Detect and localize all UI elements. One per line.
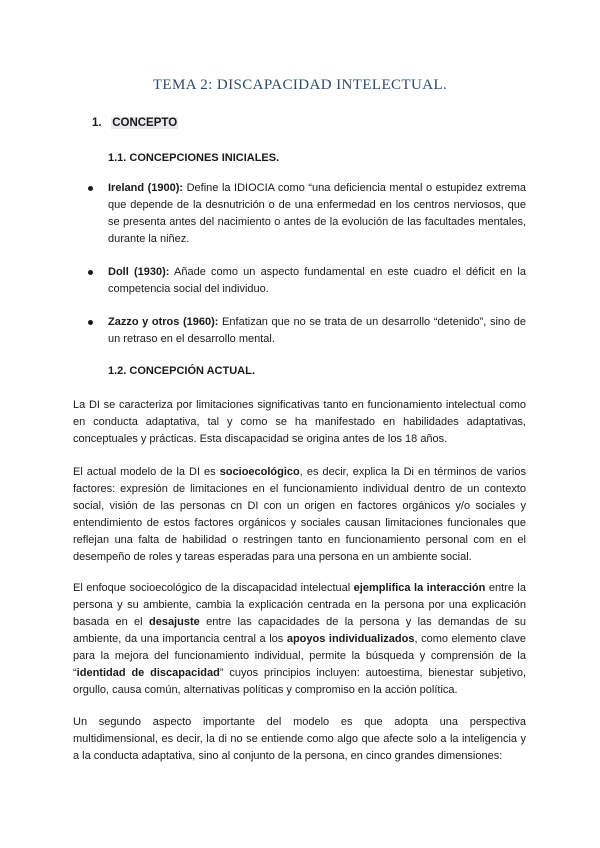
bullet-text: Añade como un aspecto fundamental en este cuadro el déficit en la competencia social del individuo.	[108, 266, 526, 295]
bullet-dot-icon	[88, 320, 93, 325]
text-run: entre las capacidades de la persona y las demandas de su ambiente, da una importancia central a los	[73, 616, 526, 645]
bold-term: desajuste	[148, 616, 200, 628]
subsection-heading-concepcion-actual: 1.2. CONCEPCIÓN ACTUAL.	[108, 365, 255, 377]
bold-term: apoyos individualizados	[286, 633, 415, 645]
text-run: , como elemento clave para la mejora del funcionamiento individual, permite la búsqueda y comprensión de la “	[73, 633, 527, 679]
paragraph-enfoque	[73, 580, 526, 699]
text-run: El enfoque socioecológico de la discapacidad intelectual	[73, 582, 354, 594]
bullet-dot-icon	[88, 270, 93, 275]
bullet-text: Define la IDIOCIA como “una deficiencia mental o estupidez extrema que depende de la desnutrición o de una enfermedad en los centros nerviosos, que se presenta antes del nacimiento o antes de la evolución de las facultades mentales, durante la niñez.	[108, 182, 526, 245]
section-heading-concepto	[92, 117, 178, 129]
text-run: El actual modelo de la DI es	[73, 466, 220, 478]
bullet-item-zazzo	[108, 314, 526, 348]
bold-term: socioecológico	[219, 466, 300, 478]
subsection-heading-concepciones-iniciales: 1.1. CONCEPCIONES INICIALES.	[108, 152, 280, 164]
bullet-item-doll	[108, 264, 526, 298]
paragraph-definicion: La DI se caracteriza por limitaciones significativas tanto en funcionamiento intelectual como en conducta adaptativa, tal y como se ha manifestado en habilidades adaptativas, conceptuales y prácticas. Esta discapacidad se origina antes de los 18 años.	[73, 399, 526, 445]
bullet-text: Enfatizan que no se trata de un desarrollo “detenido”, sino de un retraso en el desarrollo mental.	[108, 316, 526, 345]
bold-term: ejemplifica la interacción	[353, 582, 486, 594]
bullet-item-ireland	[108, 180, 526, 248]
paragraph-modelo-socioecologico	[73, 464, 526, 566]
bullet-author: Ireland (1900):	[108, 182, 184, 194]
bullet-author: Doll (1930):	[108, 266, 170, 278]
text-run: entre la persona y su ambiente, cambia la explicación centrada en la persona por una explicación basada en el	[73, 582, 526, 628]
document-title: TEMA 2: DISCAPACIDAD INTELECTUAL.	[152, 77, 448, 93]
bullet-dot-icon	[88, 186, 93, 191]
section-label: CONCEPTO	[112, 117, 178, 129]
bold-term: identidad de discapacidad	[76, 667, 220, 679]
bullet-author: Zazzo y otros (1960):	[108, 316, 219, 328]
paragraph-multidimensional: Un segundo aspecto importante del modelo es que adopta una perspectiva multidimensional, es decir, la di no se entiende como algo que afecte solo a la inteligencia y a la conducta adaptativa, sino al conjunto de la persona, en cinco grandes dimensiones:	[73, 716, 526, 762]
section-number: 1.	[92, 117, 102, 129]
text-run: ” cuyos principios incluyen: autoestima, bienestar subjetivo, orgullo, causa común, alternativas políticas y compromiso en la acción política.	[73, 667, 526, 696]
text-run: , es decir, explica la Di en términos de varios factores: expresión de limitaciones en el funcionamiento individual dentro de un contexto social, visión de las personas cn DI con un origen en factores orgánicos y/o sociales y entendimiento de estos factores orgánicos y sociales causan limitaciones funcionales que reflejan una falta de habilidad o restringen tanto en funcionamiento personal com en el desempeño de roles y tareas esperadas para una persona en un ambiente social.	[73, 466, 526, 563]
